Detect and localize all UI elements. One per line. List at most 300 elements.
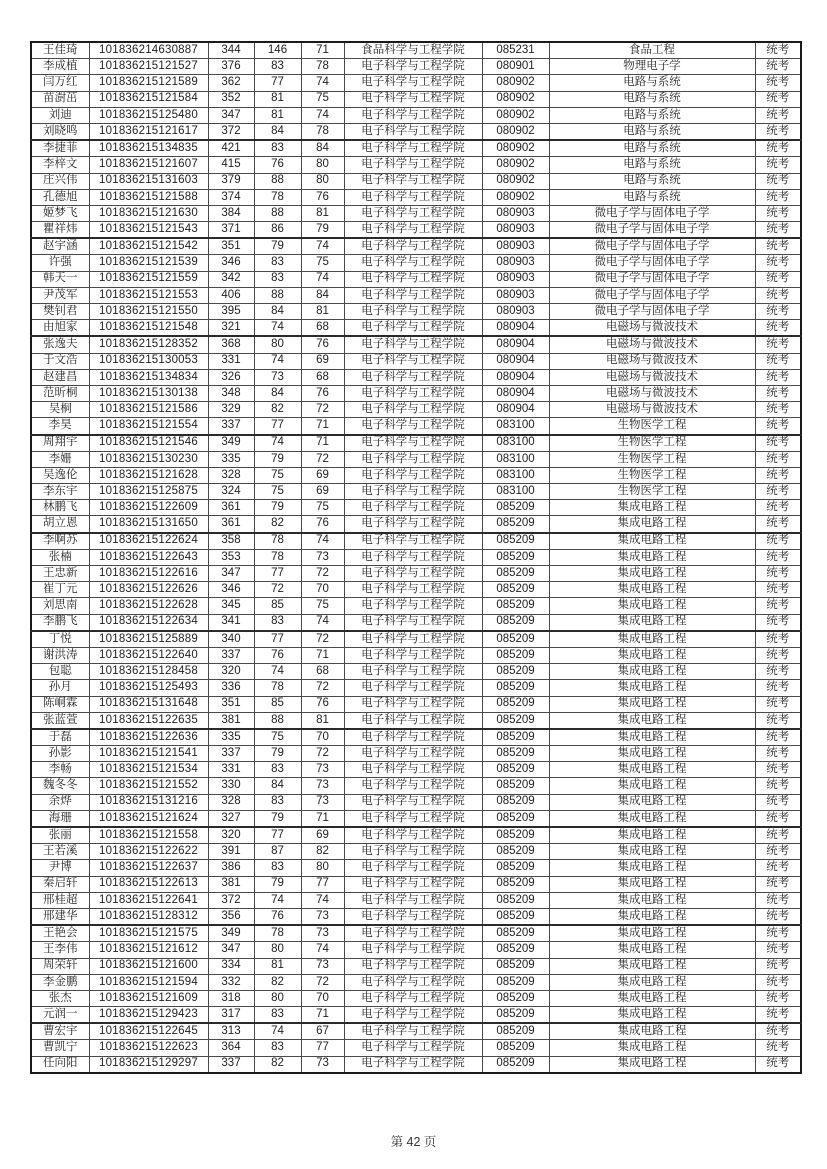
cell-major-code: 085209 bbox=[482, 598, 549, 614]
cell-major: 生物医学工程 bbox=[549, 418, 755, 435]
cell-total-score: 352 bbox=[208, 91, 254, 107]
cell-total-score: 415 bbox=[208, 157, 254, 173]
cell-candidate-id: 101836215121586 bbox=[89, 402, 208, 418]
cell-candidate-id: 101836215128458 bbox=[89, 664, 208, 680]
cell-total-score: 349 bbox=[208, 925, 254, 942]
cell-score-3: 75 bbox=[301, 598, 344, 614]
cell-exam-type: 统考 bbox=[755, 1023, 801, 1040]
cell-score-2: 85 bbox=[254, 696, 301, 712]
cell-name: 王忠新 bbox=[31, 566, 89, 582]
cell-exam-type: 统考 bbox=[755, 958, 801, 974]
table-row bbox=[31, 680, 801, 696]
cell-major-code: 080902 bbox=[482, 107, 549, 123]
cell-score-2: 87 bbox=[254, 844, 301, 860]
cell-name: 于磊 bbox=[31, 729, 89, 746]
cell-college: 电子科学与工程学院 bbox=[344, 75, 482, 91]
cell-name: 张楠 bbox=[31, 549, 89, 565]
cell-major-code: 085209 bbox=[482, 533, 549, 550]
cell-major: 集成电路工程 bbox=[549, 908, 755, 925]
cell-total-score: 372 bbox=[208, 892, 254, 908]
table-row bbox=[31, 42, 801, 59]
cell-candidate-id: 101836215121546 bbox=[89, 435, 208, 452]
cell-major: 电磁场与微波技术 bbox=[549, 402, 755, 418]
cell-name: 周翔宇 bbox=[31, 435, 89, 452]
cell-score-3: 76 bbox=[301, 336, 344, 353]
cell-total-score: 346 bbox=[208, 582, 254, 598]
cell-score-2: 82 bbox=[254, 974, 301, 990]
cell-total-score: 358 bbox=[208, 533, 254, 550]
cell-candidate-id: 101836215121550 bbox=[89, 304, 208, 320]
cell-total-score: 346 bbox=[208, 255, 254, 271]
cell-candidate-id: 101836215122623 bbox=[89, 1040, 208, 1056]
cell-name: 丁悦 bbox=[31, 631, 89, 648]
cell-score-3: 76 bbox=[301, 696, 344, 712]
cell-major: 集成电路工程 bbox=[549, 696, 755, 712]
cell-total-score: 349 bbox=[208, 435, 254, 452]
cell-candidate-id: 101836215121559 bbox=[89, 271, 208, 287]
cell-candidate-id: 101836215122609 bbox=[89, 500, 208, 516]
cell-name: 王若溪 bbox=[31, 844, 89, 860]
table-row bbox=[31, 402, 801, 418]
cell-major: 集成电路工程 bbox=[549, 990, 755, 1006]
cell-score-2: 82 bbox=[254, 402, 301, 418]
table-row bbox=[31, 222, 801, 239]
cell-score-3: 80 bbox=[301, 173, 344, 189]
cell-college: 电子科学与工程学院 bbox=[344, 533, 482, 550]
cell-candidate-id: 101836215128352 bbox=[89, 336, 208, 353]
cell-exam-type: 统考 bbox=[755, 173, 801, 189]
cell-major-code: 085209 bbox=[482, 778, 549, 794]
cell-score-2: 79 bbox=[254, 238, 301, 255]
table-row bbox=[31, 320, 801, 337]
cell-candidate-id: 101836215121575 bbox=[89, 925, 208, 942]
cell-candidate-id: 101836215129297 bbox=[89, 1056, 208, 1073]
cell-major-code: 080904 bbox=[482, 320, 549, 337]
cell-college: 电子科学与工程学院 bbox=[344, 107, 482, 123]
cell-candidate-id: 101836215122616 bbox=[89, 566, 208, 582]
cell-major-code: 080902 bbox=[482, 173, 549, 189]
cell-total-score: 320 bbox=[208, 827, 254, 844]
cell-major: 电路与系统 bbox=[549, 91, 755, 107]
cell-major-code: 080903 bbox=[482, 205, 549, 221]
cell-college: 电子科学与工程学院 bbox=[344, 696, 482, 712]
cell-total-score: 328 bbox=[208, 794, 254, 810]
cell-college: 电子科学与工程学院 bbox=[344, 467, 482, 483]
cell-name: 曹凯宁 bbox=[31, 1040, 89, 1056]
cell-name: 韩天一 bbox=[31, 271, 89, 287]
cell-college: 电子科学与工程学院 bbox=[344, 614, 482, 631]
cell-major-code: 085209 bbox=[482, 729, 549, 746]
cell-major: 集成电路工程 bbox=[549, 958, 755, 974]
cell-score-2: 88 bbox=[254, 173, 301, 189]
cell-college: 电子科学与工程学院 bbox=[344, 255, 482, 271]
cell-major: 集成电路工程 bbox=[549, 794, 755, 810]
cell-major: 集成电路工程 bbox=[549, 664, 755, 680]
cell-exam-type: 统考 bbox=[755, 778, 801, 794]
cell-name: 张蓝萱 bbox=[31, 712, 89, 729]
table-row bbox=[31, 500, 801, 516]
table-row bbox=[31, 467, 801, 483]
table-row bbox=[31, 566, 801, 582]
cell-candidate-id: 101836215130053 bbox=[89, 353, 208, 369]
table-row bbox=[31, 385, 801, 401]
cell-score-3: 81 bbox=[301, 712, 344, 729]
table-row bbox=[31, 696, 801, 712]
cell-exam-type: 统考 bbox=[755, 631, 801, 648]
cell-total-score: 371 bbox=[208, 222, 254, 239]
cell-score-3: 71 bbox=[301, 418, 344, 435]
cell-candidate-id: 101836215122628 bbox=[89, 598, 208, 614]
cell-exam-type: 统考 bbox=[755, 860, 801, 876]
cell-major-code: 080904 bbox=[482, 385, 549, 401]
cell-score-3: 72 bbox=[301, 402, 344, 418]
cell-exam-type: 统考 bbox=[755, 107, 801, 123]
table-row bbox=[31, 631, 801, 648]
cell-exam-type: 统考 bbox=[755, 908, 801, 925]
cell-major: 集成电路工程 bbox=[549, 876, 755, 892]
cell-major: 电路与系统 bbox=[549, 107, 755, 123]
table-row bbox=[31, 91, 801, 107]
cell-score-2: 81 bbox=[254, 91, 301, 107]
table-row bbox=[31, 1007, 801, 1024]
cell-major: 微电子学与固体电子学 bbox=[549, 238, 755, 255]
cell-college: 电子科学与工程学院 bbox=[344, 140, 482, 157]
admission-list-table bbox=[30, 41, 802, 1074]
cell-college: 电子科学与工程学院 bbox=[344, 189, 482, 205]
cell-major: 集成电路工程 bbox=[549, 516, 755, 533]
cell-major-code: 085209 bbox=[482, 876, 549, 892]
cell-college: 电子科学与工程学院 bbox=[344, 810, 482, 827]
table-row bbox=[31, 418, 801, 435]
cell-total-score: 320 bbox=[208, 664, 254, 680]
cell-exam-type: 统考 bbox=[755, 75, 801, 91]
cell-major: 集成电路工程 bbox=[549, 844, 755, 860]
cell-score-2: 83 bbox=[254, 762, 301, 778]
cell-score-2: 74 bbox=[254, 320, 301, 337]
cell-score-2: 80 bbox=[254, 990, 301, 1006]
cell-score-2: 77 bbox=[254, 827, 301, 844]
cell-major-code: 085209 bbox=[482, 844, 549, 860]
cell-major-code: 085209 bbox=[482, 1056, 549, 1073]
cell-score-2: 74 bbox=[254, 1023, 301, 1040]
cell-score-2: 84 bbox=[254, 778, 301, 794]
cell-total-score: 386 bbox=[208, 860, 254, 876]
cell-major: 集成电路工程 bbox=[549, 647, 755, 663]
cell-score-2: 82 bbox=[254, 1056, 301, 1073]
cell-score-3: 81 bbox=[301, 205, 344, 221]
cell-exam-type: 统考 bbox=[755, 746, 801, 762]
cell-major: 集成电路工程 bbox=[549, 582, 755, 598]
cell-exam-type: 统考 bbox=[755, 647, 801, 663]
cell-major: 物理电子学 bbox=[549, 59, 755, 75]
cell-name: 李畅 bbox=[31, 762, 89, 778]
cell-name: 陈峒霖 bbox=[31, 696, 89, 712]
cell-candidate-id: 101836215131650 bbox=[89, 516, 208, 533]
cell-major: 集成电路工程 bbox=[549, 827, 755, 844]
cell-candidate-id: 101836215121543 bbox=[89, 222, 208, 239]
cell-score-3: 72 bbox=[301, 566, 344, 582]
cell-name: 赵建昌 bbox=[31, 369, 89, 385]
table-row bbox=[31, 271, 801, 287]
cell-name: 李梓文 bbox=[31, 157, 89, 173]
cell-total-score: 329 bbox=[208, 402, 254, 418]
cell-major-code: 085209 bbox=[482, 696, 549, 712]
cell-exam-type: 统考 bbox=[755, 942, 801, 958]
cell-major: 集成电路工程 bbox=[549, 1040, 755, 1056]
cell-name: 孔德旭 bbox=[31, 189, 89, 205]
cell-name: 吴逸伦 bbox=[31, 467, 89, 483]
cell-name: 刘晓鸣 bbox=[31, 123, 89, 140]
cell-total-score: 381 bbox=[208, 712, 254, 729]
cell-candidate-id: 101836214630887 bbox=[89, 42, 208, 59]
cell-exam-type: 统考 bbox=[755, 304, 801, 320]
cell-college: 电子科学与工程学院 bbox=[344, 402, 482, 418]
cell-exam-type: 统考 bbox=[755, 1040, 801, 1056]
cell-college: 电子科学与工程学院 bbox=[344, 385, 482, 401]
cell-score-2: 84 bbox=[254, 385, 301, 401]
cell-score-3: 72 bbox=[301, 974, 344, 990]
cell-name: 刘思南 bbox=[31, 598, 89, 614]
cell-exam-type: 统考 bbox=[755, 205, 801, 221]
cell-score-3: 73 bbox=[301, 925, 344, 942]
cell-candidate-id: 101836215121534 bbox=[89, 762, 208, 778]
cell-exam-type: 统考 bbox=[755, 287, 801, 303]
cell-candidate-id: 101836215121588 bbox=[89, 189, 208, 205]
table-row bbox=[31, 582, 801, 598]
cell-college: 食品科学与工程学院 bbox=[344, 42, 482, 59]
cell-major: 集成电路工程 bbox=[549, 810, 755, 827]
cell-major-code: 085209 bbox=[482, 942, 549, 958]
cell-major-code: 085209 bbox=[482, 925, 549, 942]
cell-name: 李昊 bbox=[31, 418, 89, 435]
cell-major-code: 080901 bbox=[482, 59, 549, 75]
cell-total-score: 421 bbox=[208, 140, 254, 157]
cell-major-code: 080902 bbox=[482, 91, 549, 107]
cell-candidate-id: 101836215121527 bbox=[89, 59, 208, 75]
cell-candidate-id: 101836215121600 bbox=[89, 958, 208, 974]
cell-major-code: 080903 bbox=[482, 255, 549, 271]
cell-major-code: 085209 bbox=[482, 680, 549, 696]
cell-total-score: 381 bbox=[208, 876, 254, 892]
cell-major: 微电子学与固体电子学 bbox=[549, 205, 755, 221]
cell-total-score: 379 bbox=[208, 173, 254, 189]
cell-exam-type: 统考 bbox=[755, 990, 801, 1006]
cell-score-3: 70 bbox=[301, 582, 344, 598]
table-row bbox=[31, 908, 801, 925]
cell-college: 电子科学与工程学院 bbox=[344, 876, 482, 892]
cell-name: 赵宇涵 bbox=[31, 238, 89, 255]
cell-exam-type: 统考 bbox=[755, 157, 801, 173]
cell-total-score: 336 bbox=[208, 680, 254, 696]
cell-college: 电子科学与工程学院 bbox=[344, 680, 482, 696]
table-row bbox=[31, 974, 801, 990]
cell-candidate-id: 101836215129423 bbox=[89, 1007, 208, 1024]
cell-college: 电子科学与工程学院 bbox=[344, 287, 482, 303]
cell-college: 电子科学与工程学院 bbox=[344, 500, 482, 516]
cell-score-2: 79 bbox=[254, 810, 301, 827]
cell-candidate-id: 101836215131648 bbox=[89, 696, 208, 712]
cell-major-code: 085209 bbox=[482, 500, 549, 516]
cell-exam-type: 统考 bbox=[755, 336, 801, 353]
cell-exam-type: 统考 bbox=[755, 680, 801, 696]
cell-exam-type: 统考 bbox=[755, 123, 801, 140]
cell-candidate-id: 101836215121630 bbox=[89, 205, 208, 221]
cell-exam-type: 统考 bbox=[755, 844, 801, 860]
cell-score-2: 83 bbox=[254, 1007, 301, 1024]
cell-college: 电子科学与工程学院 bbox=[344, 844, 482, 860]
cell-name: 李捷菲 bbox=[31, 140, 89, 157]
cell-score-2: 83 bbox=[254, 271, 301, 287]
cell-score-2: 81 bbox=[254, 958, 301, 974]
cell-candidate-id: 101836215122641 bbox=[89, 892, 208, 908]
cell-candidate-id: 101836215121594 bbox=[89, 974, 208, 990]
cell-major: 集成电路工程 bbox=[549, 778, 755, 794]
table-row bbox=[31, 516, 801, 533]
cell-major: 电路与系统 bbox=[549, 173, 755, 189]
cell-exam-type: 统考 bbox=[755, 827, 801, 844]
cell-exam-type: 统考 bbox=[755, 712, 801, 729]
cell-candidate-id: 101836215122643 bbox=[89, 549, 208, 565]
cell-college: 电子科学与工程学院 bbox=[344, 451, 482, 467]
cell-exam-type: 统考 bbox=[755, 500, 801, 516]
cell-major-code: 085209 bbox=[482, 746, 549, 762]
cell-candidate-id: 101836215125889 bbox=[89, 631, 208, 648]
cell-college: 电子科学与工程学院 bbox=[344, 746, 482, 762]
cell-score-3: 67 bbox=[301, 1023, 344, 1040]
cell-candidate-id: 101836215122636 bbox=[89, 729, 208, 746]
cell-exam-type: 统考 bbox=[755, 598, 801, 614]
cell-name: 邢建华 bbox=[31, 908, 89, 925]
cell-exam-type: 统考 bbox=[755, 664, 801, 680]
table-row bbox=[31, 451, 801, 467]
cell-major-code: 085209 bbox=[482, 974, 549, 990]
cell-major-code: 080902 bbox=[482, 140, 549, 157]
cell-total-score: 335 bbox=[208, 729, 254, 746]
cell-score-3: 73 bbox=[301, 549, 344, 565]
cell-name: 姬梦飞 bbox=[31, 205, 89, 221]
cell-major-code: 080904 bbox=[482, 369, 549, 385]
cell-major-code: 080902 bbox=[482, 157, 549, 173]
cell-score-3: 73 bbox=[301, 778, 344, 794]
cell-exam-type: 统考 bbox=[755, 385, 801, 401]
cell-major: 电路与系统 bbox=[549, 189, 755, 205]
table-row bbox=[31, 75, 801, 91]
cell-major-code: 085209 bbox=[482, 990, 549, 1006]
cell-college: 电子科学与工程学院 bbox=[344, 157, 482, 173]
cell-major-code: 085231 bbox=[482, 42, 549, 59]
table-row bbox=[31, 762, 801, 778]
cell-score-3: 84 bbox=[301, 287, 344, 303]
cell-score-2: 79 bbox=[254, 746, 301, 762]
cell-major: 电路与系统 bbox=[549, 123, 755, 140]
cell-total-score: 372 bbox=[208, 123, 254, 140]
cell-exam-type: 统考 bbox=[755, 582, 801, 598]
cell-major-code: 080903 bbox=[482, 287, 549, 303]
cell-total-score: 337 bbox=[208, 647, 254, 663]
cell-score-2: 75 bbox=[254, 484, 301, 500]
cell-score-2: 76 bbox=[254, 647, 301, 663]
cell-college: 电子科学与工程学院 bbox=[344, 516, 482, 533]
cell-score-2: 77 bbox=[254, 631, 301, 648]
cell-score-3: 71 bbox=[301, 1007, 344, 1024]
table-row bbox=[31, 794, 801, 810]
cell-college: 电子科学与工程学院 bbox=[344, 369, 482, 385]
cell-exam-type: 统考 bbox=[755, 451, 801, 467]
cell-name: 刘迪 bbox=[31, 107, 89, 123]
cell-name: 魏冬冬 bbox=[31, 778, 89, 794]
cell-major: 集成电路工程 bbox=[549, 974, 755, 990]
cell-major: 电路与系统 bbox=[549, 75, 755, 91]
cell-name: 张逸夫 bbox=[31, 336, 89, 353]
cell-score-2: 84 bbox=[254, 304, 301, 320]
cell-score-2: 83 bbox=[254, 140, 301, 157]
cell-exam-type: 统考 bbox=[755, 794, 801, 810]
table-row bbox=[31, 810, 801, 827]
cell-score-2: 78 bbox=[254, 680, 301, 696]
cell-score-3: 75 bbox=[301, 255, 344, 271]
cell-candidate-id: 101836215121539 bbox=[89, 255, 208, 271]
cell-college: 电子科学与工程学院 bbox=[344, 353, 482, 369]
cell-score-3: 73 bbox=[301, 908, 344, 925]
table-row bbox=[31, 892, 801, 908]
table-row bbox=[31, 598, 801, 614]
table-row bbox=[31, 664, 801, 680]
cell-candidate-id: 101836215121584 bbox=[89, 91, 208, 107]
cell-exam-type: 统考 bbox=[755, 614, 801, 631]
cell-exam-type: 统考 bbox=[755, 549, 801, 565]
cell-score-2: 77 bbox=[254, 418, 301, 435]
cell-major-code: 080903 bbox=[482, 271, 549, 287]
table-row bbox=[31, 484, 801, 500]
cell-candidate-id: 101836215128312 bbox=[89, 908, 208, 925]
cell-exam-type: 统考 bbox=[755, 353, 801, 369]
cell-name: 张丽 bbox=[31, 827, 89, 844]
cell-major: 集成电路工程 bbox=[549, 566, 755, 582]
table-row bbox=[31, 533, 801, 550]
cell-exam-type: 统考 bbox=[755, 892, 801, 908]
cell-candidate-id: 101836215121624 bbox=[89, 810, 208, 827]
cell-score-2: 73 bbox=[254, 369, 301, 385]
cell-college: 电子科学与工程学院 bbox=[344, 59, 482, 75]
cell-college: 电子科学与工程学院 bbox=[344, 582, 482, 598]
cell-total-score: 347 bbox=[208, 942, 254, 958]
table-row bbox=[31, 304, 801, 320]
table-row bbox=[31, 860, 801, 876]
table-row bbox=[31, 205, 801, 221]
cell-candidate-id: 101836215125493 bbox=[89, 680, 208, 696]
cell-name: 李金鹏 bbox=[31, 974, 89, 990]
cell-name: 瞿祥炜 bbox=[31, 222, 89, 239]
cell-score-2: 76 bbox=[254, 157, 301, 173]
cell-major: 生物医学工程 bbox=[549, 484, 755, 500]
cell-exam-type: 统考 bbox=[755, 320, 801, 337]
cell-score-2: 79 bbox=[254, 451, 301, 467]
cell-name: 闫万红 bbox=[31, 75, 89, 91]
cell-college: 电子科学与工程学院 bbox=[344, 631, 482, 648]
cell-exam-type: 统考 bbox=[755, 271, 801, 287]
cell-score-3: 69 bbox=[301, 353, 344, 369]
cell-major: 集成电路工程 bbox=[549, 614, 755, 631]
cell-name: 李姗 bbox=[31, 451, 89, 467]
cell-college: 电子科学与工程学院 bbox=[344, 418, 482, 435]
cell-score-3: 72 bbox=[301, 680, 344, 696]
cell-major-code: 080903 bbox=[482, 238, 549, 255]
cell-candidate-id: 101836215122634 bbox=[89, 614, 208, 631]
cell-major-code: 083100 bbox=[482, 467, 549, 483]
cell-major-code: 085209 bbox=[482, 827, 549, 844]
cell-major-code: 083100 bbox=[482, 435, 549, 452]
cell-college: 电子科学与工程学院 bbox=[344, 729, 482, 746]
